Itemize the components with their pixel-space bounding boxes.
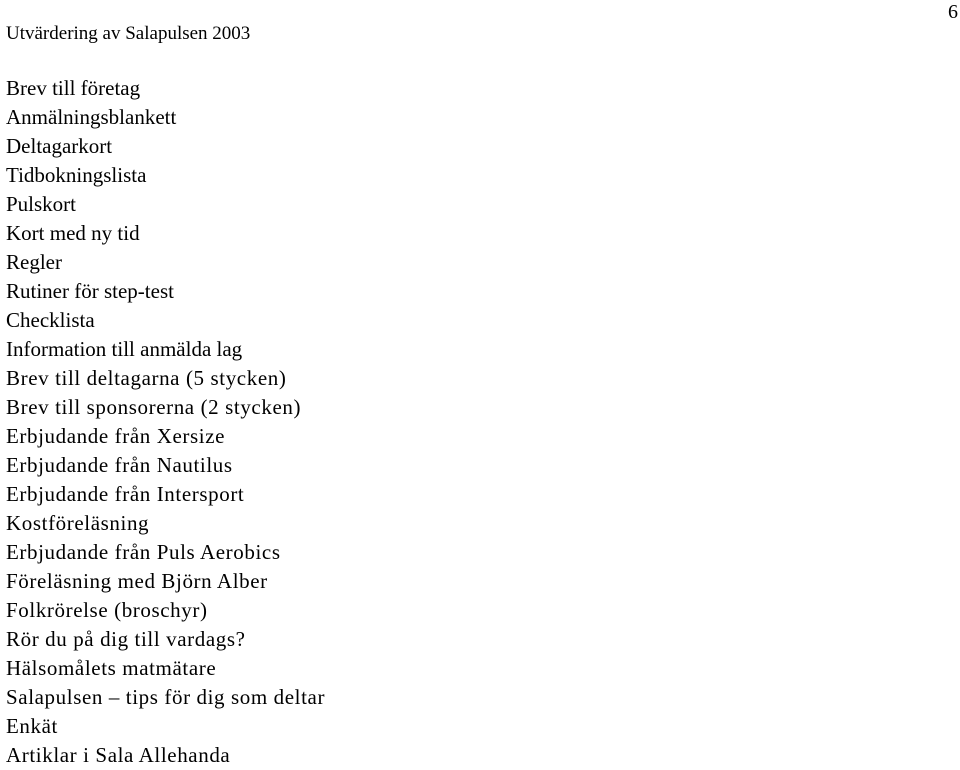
- list-item: Deltagarkort: [6, 134, 113, 158]
- list-item: Folkrörelse (broschyr): [6, 598, 208, 622]
- list-item: Erbjudande från Xersize: [6, 424, 226, 448]
- list-item: Rör du på dig till vardags?: [6, 627, 246, 651]
- list-item: Hälsomålets matmätare: [6, 656, 217, 680]
- list-item: Checklista: [6, 308, 95, 332]
- list-item: Erbjudande från Puls Aerobics: [6, 540, 281, 564]
- list-item: Erbjudande från Intersport: [6, 482, 245, 506]
- list-item: Kostföreläsning: [6, 511, 150, 535]
- list-item: Artiklar i Sala Allehanda: [6, 743, 231, 767]
- list-item: Brev till sponsorerna (2 stycken): [6, 395, 302, 419]
- list-item: Rutiner för step-test: [6, 279, 174, 303]
- page-number: 6: [948, 1, 958, 23]
- list-item: Anmälningsblankett: [6, 105, 177, 129]
- list-item: Brev till företag: [6, 76, 141, 100]
- list-item: Salapulsen – tips för dig som deltar: [6, 685, 326, 709]
- list-item: Enkät: [6, 714, 58, 738]
- list-item: Information till anmälda lag: [6, 337, 243, 361]
- list-item: Pulskort: [6, 192, 77, 216]
- list-item: Erbjudande från Nautilus: [6, 453, 233, 477]
- list-item: Föreläsning med Björn Alber: [6, 569, 268, 593]
- list-item: Kort med ny tid: [6, 221, 140, 245]
- document-title: Utvärdering av Salapulsen 2003: [6, 23, 251, 44]
- list-item: Tidbokningslista: [6, 163, 147, 187]
- appendix-list: [6, 74, 325, 770]
- list-item: Regler: [6, 250, 62, 274]
- list-item: Brev till deltagarna (5 stycken): [6, 366, 287, 390]
